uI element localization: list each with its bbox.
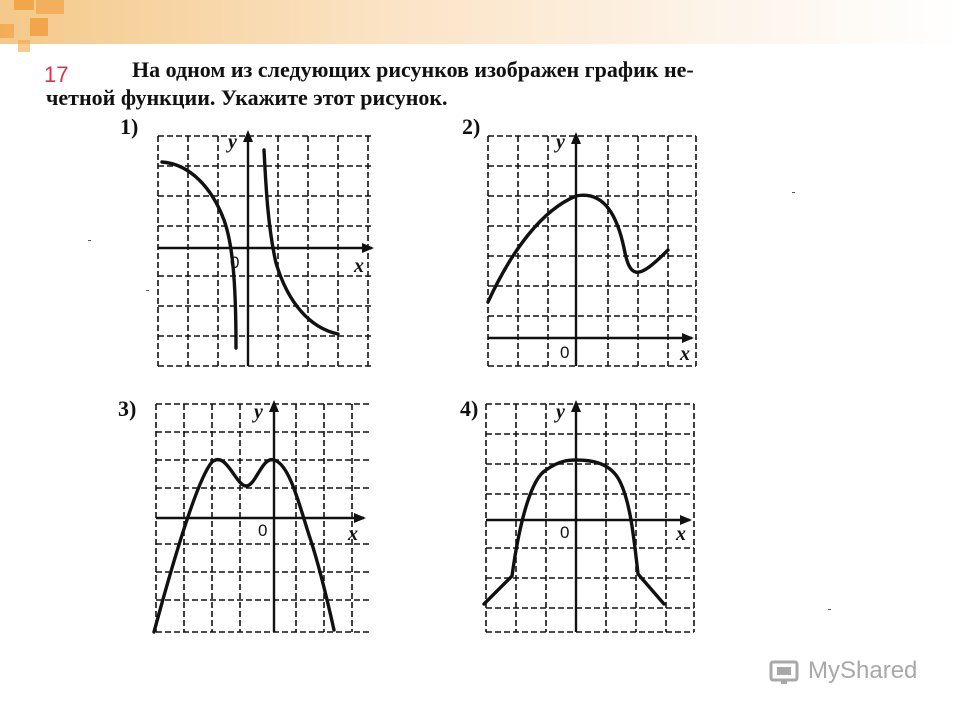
header-gradient-bar (0, 0, 960, 44)
y-axis-arrow (571, 400, 581, 412)
problem-line-2: четной функции. Укажите этот рисунок. (46, 85, 448, 110)
y-axis-label: y (556, 131, 565, 153)
figure-3-label: 3) (118, 396, 137, 421)
x-axis-label: x (348, 523, 358, 545)
scan-speck (792, 192, 795, 193)
watermark-text: MyShared (808, 657, 918, 684)
decor-square (0, 24, 14, 38)
x-axis-label: x (680, 343, 690, 365)
scan-speck (146, 290, 149, 291)
decor-square (18, 40, 30, 52)
function-curve (162, 162, 236, 348)
problem-statement (46, 56, 846, 112)
x-axis-label: x (676, 523, 686, 545)
figure-1-label: 1) (120, 114, 139, 139)
y-axis-arrow (269, 400, 279, 412)
figure-4-graph (480, 398, 702, 638)
decor-square (30, 18, 48, 36)
slide-number: 17 (44, 62, 69, 87)
y-axis-label: y (228, 131, 237, 153)
origin-label: 0 (560, 343, 570, 362)
watermark (768, 656, 917, 686)
decor-square (36, 0, 64, 14)
grid (486, 404, 694, 632)
watermark-logo-icon (768, 656, 802, 686)
y-axis-arrow (571, 132, 581, 144)
decor-square (14, 0, 34, 10)
figure-2-graph (482, 130, 702, 370)
origin-label: 0 (258, 521, 268, 540)
scan-speck (88, 240, 91, 241)
x-axis-label: x (354, 255, 364, 277)
origin-label: 0 (230, 253, 240, 272)
figure-4-label: 4) (460, 396, 479, 421)
function-curve (484, 460, 664, 604)
x-axis-arrow (354, 513, 366, 523)
figure-3-graph (150, 398, 380, 638)
scan-speck (828, 609, 831, 610)
function-curve (154, 460, 334, 632)
problem-line-1: На одном из следующих рисунков изображен график не- (132, 57, 694, 82)
figure-2-label: 2) (462, 114, 481, 139)
x-axis-arrow (682, 333, 694, 343)
origin-label: 0 (560, 523, 570, 542)
y-axis-label: y (254, 401, 263, 423)
figure-1-graph (150, 128, 390, 378)
y-axis-label: y (556, 401, 565, 423)
